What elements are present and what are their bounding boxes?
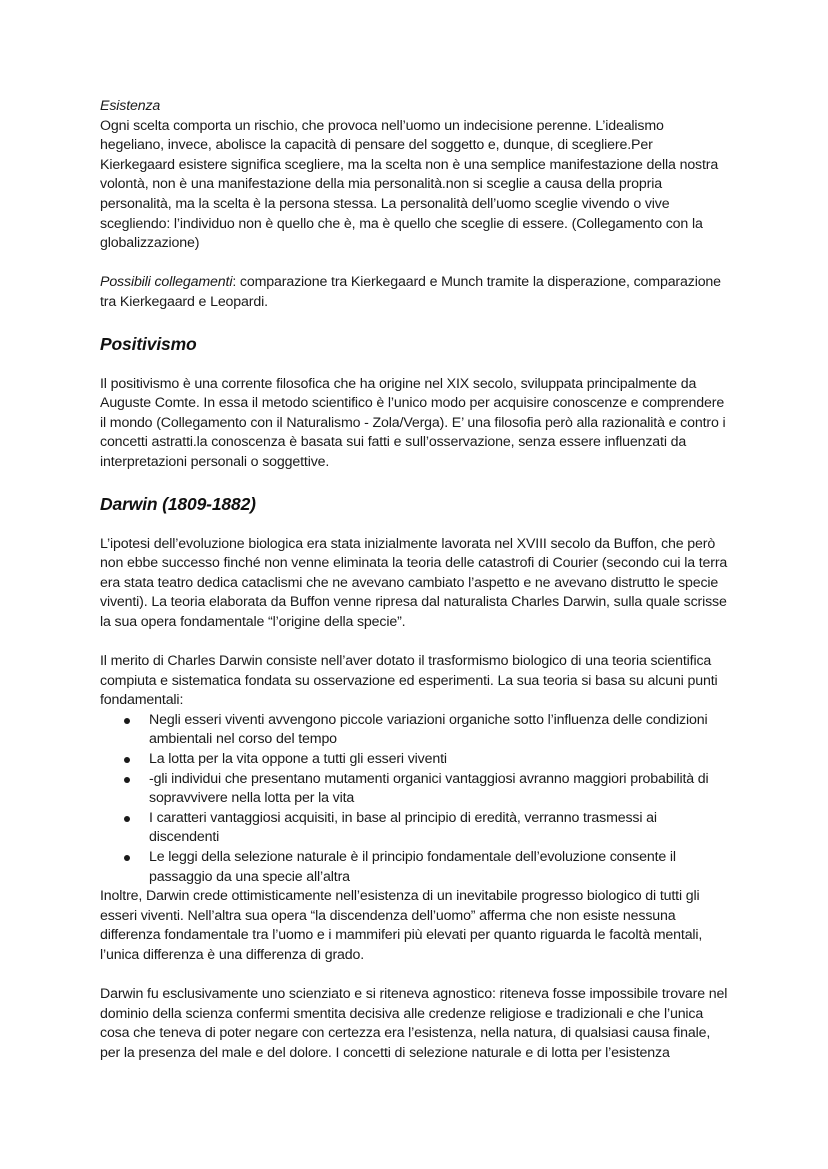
label-collegamenti: Possibili collegamenti <box>100 274 233 291</box>
paragraph-positivismo: Il positivismo è una corrente filosofica che ha origine nel XIX secolo, sviluppata principalmente da Auguste Comte. In essa il metodo scientifico è l’unico modo per acquisire conoscenze e comprendere il mondo (Collegamento con il Naturalismo - Zola/Verga). E’ una filosofia però alla razionalità e contro i concetti astratti.la conoscenza è basata sui fatti e sull’osservazione, senza essere influenzati da interpretazioni personali o soggettive. <box>100 375 726 470</box>
bullet-icon <box>124 777 130 783</box>
bullet-icon <box>124 816 130 822</box>
section-esistenza <box>100 97 730 254</box>
text-collegamenti: : comparazione tra Kierkegaard e Munch tramite la disperazione, comparazione tra Kierkegaard e Leopardi. <box>100 274 721 310</box>
spacer <box>100 632 730 652</box>
list-item-text: Le leggi della selezione naturale è il principio fondamentale dell’evoluzione consente il passaggio da una specie all’altra <box>149 849 676 885</box>
heading-darwin: Darwin (1809-1882) <box>100 493 256 514</box>
paragraph-darwin-1: L’ipotesi dell’evoluzione biologica era stata inizialmente lavorata nel XVIII secolo da Buffon, che però non ebbe successo finché non venne eliminata la teoria delle catastrofi di Courier (secondo cui la terra era stata teatro dedica cataclismi che ne avevano cambiato l’aspetto e ne avevano distrutto le specie viventi). La teoria elaborata da Buffon venne ripresa dal naturalista Charles Darwin, sulla quale scrisse la sua opera fondamentale “l’origine della specie”. <box>100 535 728 630</box>
bullet-icon <box>124 757 130 763</box>
bullet-icon <box>124 855 130 861</box>
paragraph-esistenza: Ogni scelta comporta un rischio, che provoca nell’uomo un indecisione perenne. L’idealismo hegeliano, invece, abolisce la capacità di pensare del soggetto e, dunque, di scegliere.Per Kierkegaard esistere significa scegliere, ma la scelta non è una semplice manifestazione della nostra volontà, non è una manifestazione della mia personalità.non si sceglie a causa della propria personalità, ma la scelta è la persona stessa. La personalità dell’uomo sceglie vivendo o vive scegliendo: l’individuo non è quello che è, ma è quello che sceglie di essere. (Collegamento con la globalizzazione) <box>100 117 719 252</box>
subheading-esistenza: Esistenza <box>100 98 161 114</box>
list-item-text: La lotta per la vita oppone a tutti gli esseri viventi <box>149 751 447 768</box>
paragraph-darwin-2: Il merito di Charles Darwin consiste nell’aver dotato il trasformismo biologico di una teoria scientifica compiuta e sistematica fondata su osservazione ed esperimenti. La sua teoria si basa su alcuni punti fondamentali: <box>100 653 718 709</box>
paragraph-darwin-4: Darwin fu esclusivamente uno scienziato e si riteneva agnostico: riteneva fosse impossibile trovare nel dominio della scienza confermi smentita decisiva alle credenze religiose e tradizionali e che l’unica cosa che teneva di poter negare con certezza era l’esistenza, nella natura, di qualsiasi causa finale, per la presenza del male e del dolore. I concetti di selezione naturale e di lotta per l’esistenza <box>100 986 728 1061</box>
paragraph-darwin-3: Inoltre, Darwin crede ottimisticamente nell’esistenza di un inevitabile progresso biologico di tutti gli esseri viventi. Nell’altra sua opera “la discendenza dell’uomo” afferma che non esiste nessuna differenza fondamentale tra l’uomo e i mammiferi più elevati per quanto riguarda le facoltà mentali, l’unica differenza è una differenza di grado. <box>100 888 703 963</box>
heading-positivismo: Positivismo <box>100 333 197 354</box>
list-item <box>100 809 730 848</box>
list-item <box>100 711 730 750</box>
paragraph-collegamenti <box>100 273 730 312</box>
bullet-icon <box>124 718 130 724</box>
list-item-text: -gli individui che presentano mutamenti organici vantaggiosi avranno maggiori probabilità di sopravvivere nella lotta per la vita <box>149 770 709 807</box>
list-item-text: I caratteri vantaggiosi acquisiti, in base al principio di eredità, verranno trasmessi ai discendenti <box>149 809 657 846</box>
list-item <box>100 848 730 887</box>
darwin-points-list <box>100 711 730 887</box>
list-item <box>100 750 730 770</box>
spacer <box>100 966 730 986</box>
list-item <box>100 770 730 809</box>
spacer <box>100 254 730 274</box>
list-item-text: Negli esseri viventi avvengono piccole variazioni organiche sotto l’influenza delle condizioni ambientali nel corso del tempo <box>149 711 708 748</box>
document-page <box>100 97 730 1064</box>
